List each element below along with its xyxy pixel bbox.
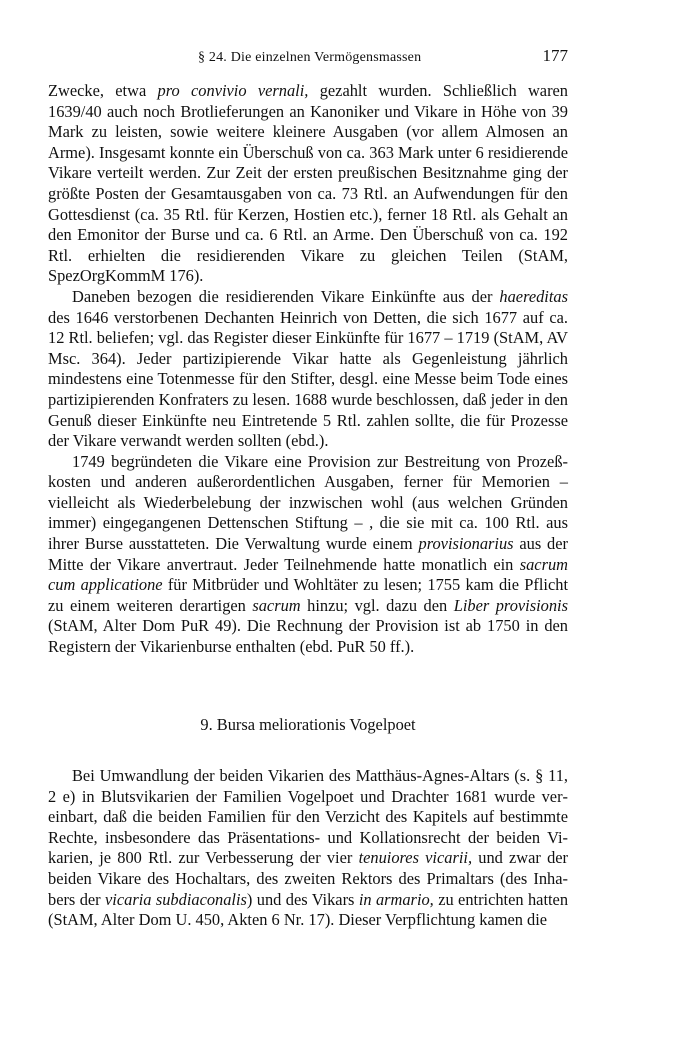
italic-term: provisionarius (418, 534, 514, 554)
running-head (48, 46, 568, 66)
section-heading: 9. Bursa meliorationis Vogelpoet (200, 715, 416, 734)
paragraph-3: 1749 begründeten die Vikare eine Provision zur Bestreitung von Prozeßkosten und anderen außerordentlichen Ausgaben, ferner für Memorien – vielleicht als Wiederbelebung der inzwischen wohl (aus welchen Gründen immer) eingegangenen Dettenschen Stiftung – , die sie mit ca. 100 Rtl. aus ihrer Burse ausstatteten. Die Verwaltung wurde einem provisionarius aus der Mitte der Vikare anvertraut. Jeder Teilnehmende hatte monatlich ein sacrum cum applicatione für Mitbrüder und Wohltäter zu lesen; 1755 kam die Pflicht zu einem weiteren derartigen sacrum hinzu; vgl. dazu den Liber provisionis (StAM, Alter Dom PuR 49). Die Rechnung der Provision ist ab 1750 in den Registern der Vikarienburse enthalten (ebd. PuR 50 ff.). (48, 451, 568, 657)
italic-term: haereditas (499, 286, 568, 306)
italic-term: in armario, (358, 889, 434, 909)
running-head-title: § 24. Die einzelnen Vermögensmassen (198, 50, 422, 65)
page-number: 177 (542, 46, 568, 65)
italic-term: Liber provisionis (453, 595, 568, 615)
section-text (48, 766, 568, 931)
italic-term: sacrum (252, 595, 301, 615)
main-text (48, 81, 568, 658)
section-paragraph-1: Bei Umwandlung der beiden Vikarien des Matthäus-Agnes-Altars (s. § 11, 2 e) in Blutsvikarien der Familien Vogelpoet und Drachter 1681 wurde vereinbart, daß die beiden Familien für den Verzicht des Kapitels auf bestimmte Rechte, insbesondere das Präsentations- und Kollationsrecht der beiden Vikarien, je 800 Rtl. zur Verbesserung der vier tenuiores vicarii, und zwar der beiden Vikare des Hochaltars, des zweiten Rektors des Primaltars (des Inhabers der vicaria subdiaconalis) und des Vikars in armario, zu entrichten hatten (StAM, Alter Dom U. 450, Akten 6 Nr. 17). Dieser Verpflichtung kamen die (48, 766, 569, 930)
paragraph-2: Daneben bezogen die residierenden Vikare Einkünfte aus der haereditas des 1646 verstorbenen Dechanten Heinrich von Detten, die sich 1677 auf ca. 12 Rtl. beliefen; vgl. das Register dieser Einkünfte für 1677 – 1719 (StAM, AV Msc. 364). Jeder partizipierende Vikar hatte als Gegenleistung jährlich mindestens eine Totenmesse für den Stifter, desgl. eine Messe beim Tode eines partizipierenden Konfraters zu lesen. 1688 wurde beschlossen, daß jeder in den Genuß dieser Einkünfte neu Eintretende 5 Rtl. zahlen sollte, die für Prozesse der Vikare verwandt werden sollten (ebd.). (48, 286, 568, 451)
italic-term: sacrum cum applicatione (48, 554, 568, 595)
paragraph-1: Zwecke, etwa pro convivio vernali, gezahlt wurden. Schließlich waren 1639/40 auch noch Brotlieferungen an Kanoniker und Vikare in Höhe von 39 Mark zu leisten, sowie weitere kleinere Ausgaben (vor allem Almosen an Arme). Insgesamt konnte ein Überschuß von ca. 363 Mark unter 6 residierende Vikare verteilt werden. Zur Zeit der ersten preußischen Besitznahme ging der größte Posten der Gesamtausgaben von ca. 73 Rtl. an Aufwendungen für den Gottesdienst (ca. 35 Rtl. für Kerzen, Hostien etc.), ferner 18 Rtl. als Gehalt an den Emonitor der Burse und ca. 6 Rtl. an Arme. Den Überschuß von ca. 192 Rtl. erhielten die residierenden Vikare zu gleichen Teilen (StAM, SpezOrgKommM 176). (48, 81, 569, 286)
italic-term: pro convivio vernali, (157, 81, 309, 100)
italic-term: vicaria subdiaconalis (105, 889, 247, 909)
italic-term: tenuiores vicarii, (358, 848, 473, 868)
